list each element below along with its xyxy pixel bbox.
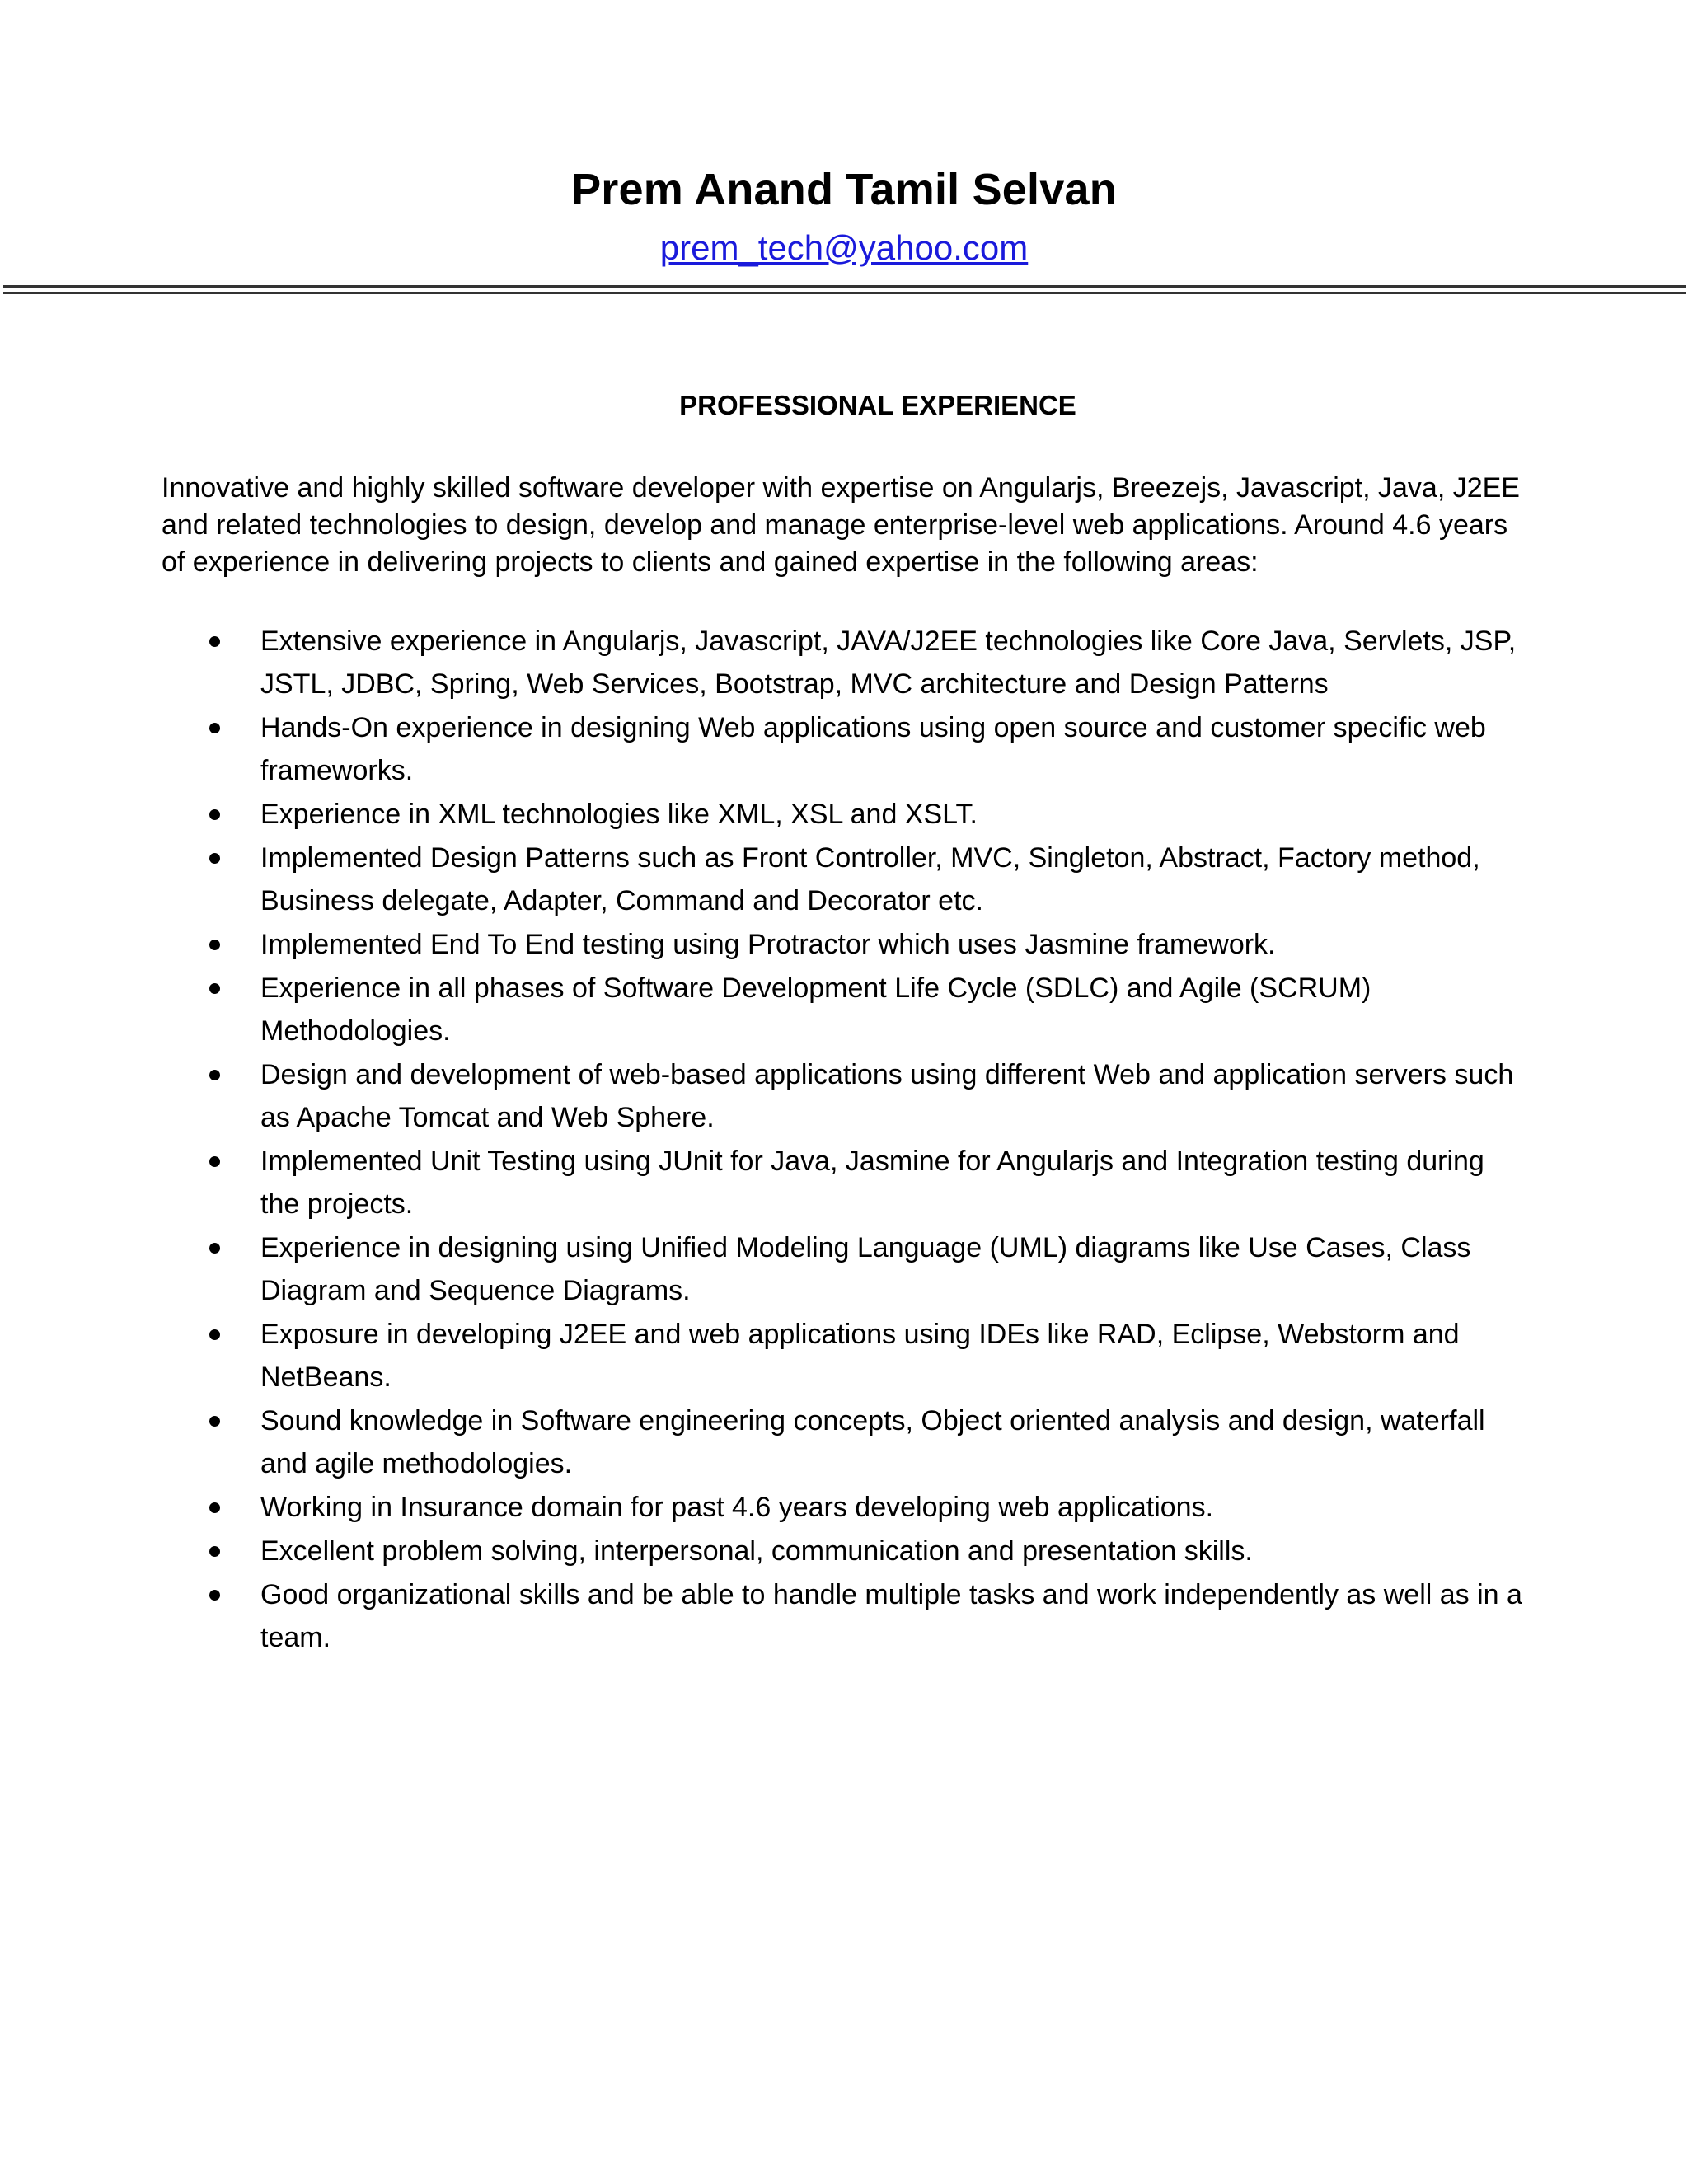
list-item-text: Implemented End To End testing using Protractor which uses Jasmine framework.	[260, 929, 1276, 960]
bullet-icon	[209, 723, 220, 733]
header-divider-bottom	[3, 292, 1686, 294]
experience-list	[260, 620, 1530, 1660]
summary-paragraph: Innovative and highly skilled software developer with expertise on Angularjs, Breezejs, Javascript, Java, J2EE and related technologies to design, develop and manage enterprise-level web applications. Around 4.6 years of experience in delivering projects to clients and gained expertise in the following areas:	[162, 472, 1520, 578]
bullet-icon	[209, 1590, 220, 1601]
list-item-text: Excellent problem solving, interpersonal, communication and presentation skills.	[260, 1535, 1253, 1567]
bullet-icon	[209, 1070, 220, 1080]
list-item-text: Experience in designing using Unified Modeling Language (UML) diagrams like Use Cases, Class Diagram and Sequence Diagrams.	[260, 1232, 1471, 1306]
bullet-icon	[209, 1329, 220, 1340]
resume-header	[0, 157, 1688, 274]
list-item	[260, 1530, 1530, 1572]
list-item-text: Implemented Design Patterns such as Front Controller, MVC, Singleton, Abstract, Factory method, Business delegate, Adapter, Command and Decorator etc.	[260, 842, 1480, 916]
list-item	[260, 1313, 1530, 1399]
list-item-text: Exposure in developing J2EE and web applications using IDEs like RAD, Eclipse, Webstorm and NetBeans.	[260, 1319, 1460, 1393]
bullet-icon	[209, 1502, 220, 1513]
list-item-text: Working in Insurance domain for past 4.6 years developing web applications.	[260, 1492, 1214, 1523]
list-item	[260, 1140, 1530, 1226]
header-divider-top	[3, 285, 1686, 288]
email-link[interactable]: prem_tech@yahoo.com	[659, 228, 1029, 267]
bullet-icon	[209, 1243, 220, 1254]
bullet-icon	[209, 1156, 220, 1167]
list-item	[260, 793, 1530, 836]
bullet-icon	[209, 809, 220, 820]
list-item	[260, 923, 1530, 966]
bullet-icon	[209, 853, 220, 864]
list-item	[260, 706, 1530, 792]
bullet-icon	[209, 636, 220, 647]
list-item-text: Design and development of web-based applications using different Web and application servers such as Apache Tomcat and Web Sphere.	[260, 1059, 1514, 1133]
list-item	[260, 1486, 1530, 1529]
list-item-text: Implemented Unit Testing using JUnit for Java, Jasmine for Angularjs and Integration testing during the projects.	[260, 1146, 1484, 1220]
list-item-text: Sound knowledge in Software engineering concepts, Object oriented analysis and design, waterfall and agile methodologies.	[260, 1405, 1485, 1479]
list-item	[260, 1573, 1530, 1659]
list-item	[260, 1226, 1530, 1312]
list-item-text: Experience in XML technologies like XML, XSL and XSLT.	[260, 799, 978, 830]
bullet-icon	[209, 1546, 220, 1557]
list-item	[260, 620, 1530, 705]
list-item	[260, 1053, 1530, 1139]
candidate-name: Prem Anand Tamil Selvan	[571, 165, 1117, 214]
bullet-icon	[209, 983, 220, 994]
list-item-text: Hands-On experience in designing Web applications using open source and customer specific web frameworks.	[260, 712, 1486, 786]
bullet-icon	[209, 1416, 220, 1427]
section-title: PROFESSIONAL EXPERIENCE	[679, 390, 1076, 420]
list-item	[260, 837, 1530, 922]
list-item	[260, 967, 1530, 1052]
list-item-text: Experience in all phases of Software Development Life Cycle (SDLC) and Agile (SCRUM) Methodologies.	[260, 972, 1372, 1047]
bullet-icon	[209, 940, 220, 950]
list-item-text: Good organizational skills and be able to handle multiple tasks and work independently as well as in a team.	[260, 1579, 1522, 1653]
list-item-text: Extensive experience in Angularjs, Javascript, JAVA/J2EE technologies like Core Java, Servlets, JSP, JSTL, JDBC, Spring, Web Services, Bootstrap, MVC architecture and Design Patterns	[260, 626, 1517, 700]
list-item	[260, 1399, 1530, 1485]
